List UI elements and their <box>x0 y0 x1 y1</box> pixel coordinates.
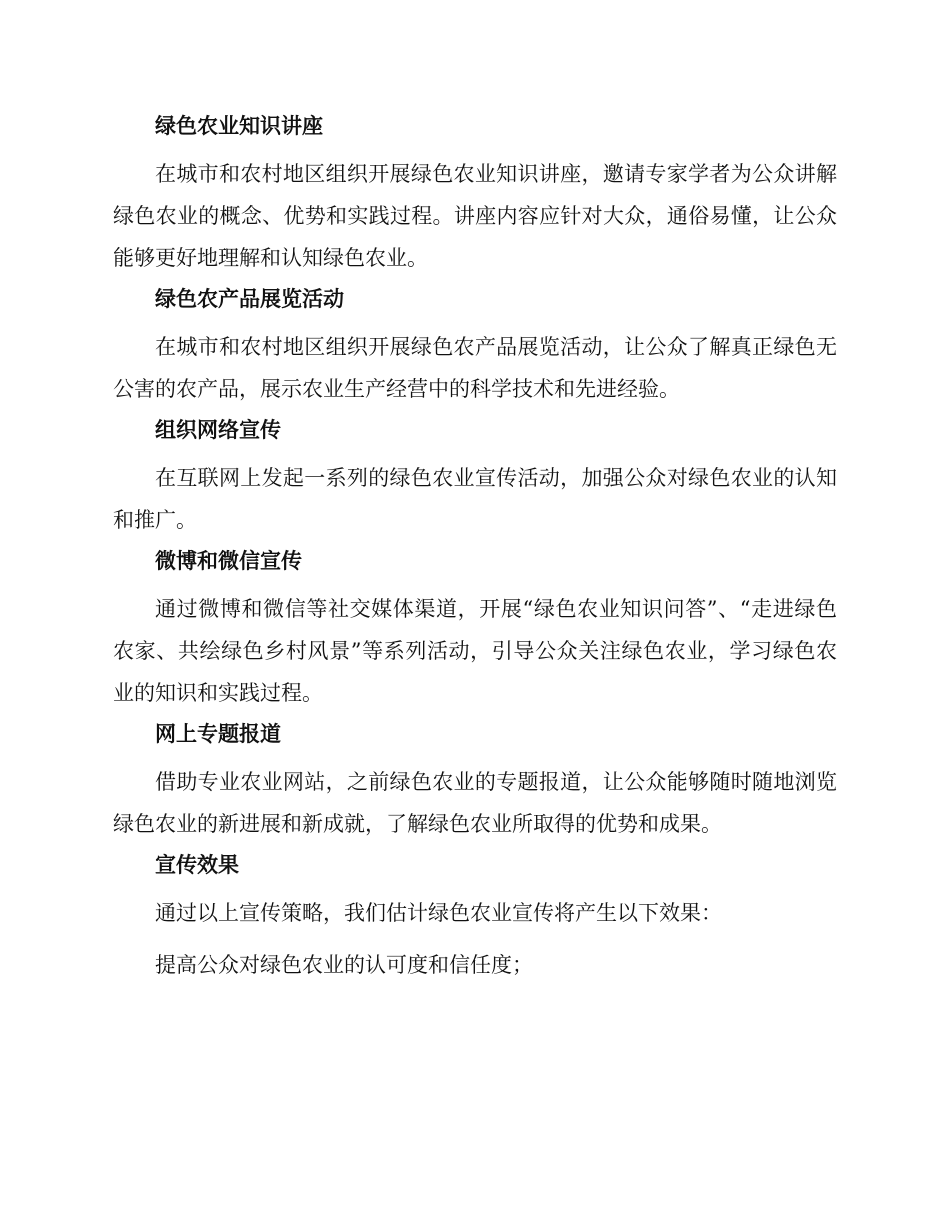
section-paragraph: 提高公众对绿色农业的认可度和信任度； <box>155 953 533 977</box>
section-paragraph: 在城市和农村地区组织开展绿色农业知识讲座，邀请专家学者为公众讲解绿色农业的概念、优势和实践过程。讲座内容应针对大众，通俗易懂，让公众能够更好地理解和认知绿色农业。 <box>113 162 837 270</box>
section-weibo-wechat <box>113 544 837 714</box>
section-heading: 网上专题报道 <box>155 722 281 746</box>
section-heading: 宣传效果 <box>155 853 239 877</box>
section-paragraph: 在城市和农村地区组织开展绿色农产品展览活动，让公众了解真正绿色无公害的农产品，展示农业生产经营中的科学技术和先进经验。 <box>113 335 837 401</box>
section-special-report <box>113 717 837 845</box>
section-effects <box>113 848 837 986</box>
section-paragraph: 借助专业农业网站，之前绿色农业的专题报道，让公众能够随时随地浏览绿色农业的新进展和新成就，了解绿色农业所取得的优势和成果。 <box>113 770 837 836</box>
section-paragraph: 通过以上宣传策略，我们估计绿色农业宣传将产生以下效果： <box>155 901 722 925</box>
section-heading: 绿色农业知识讲座 <box>155 114 323 138</box>
section-lecture <box>113 109 837 279</box>
section-paragraph: 在互联网上发起一系列的绿色农业宣传活动，加强公众对绿色农业的认知和推广。 <box>113 466 837 532</box>
section-online-promotion <box>113 413 837 541</box>
section-exhibition <box>113 282 837 410</box>
section-heading: 绿色农产品展览活动 <box>155 287 344 311</box>
section-heading: 微博和微信宣传 <box>155 549 302 573</box>
document-page <box>113 109 837 986</box>
section-heading: 组织网络宣传 <box>155 418 281 442</box>
section-paragraph: 通过微博和微信等社交媒体渠道，开展“绿色农业知识问答”、“走进绿色农家、共绘绿色乡村风景”等系列活动，引导公众关注绿色农业，学习绿色农业的知识和实践过程。 <box>113 597 837 705</box>
